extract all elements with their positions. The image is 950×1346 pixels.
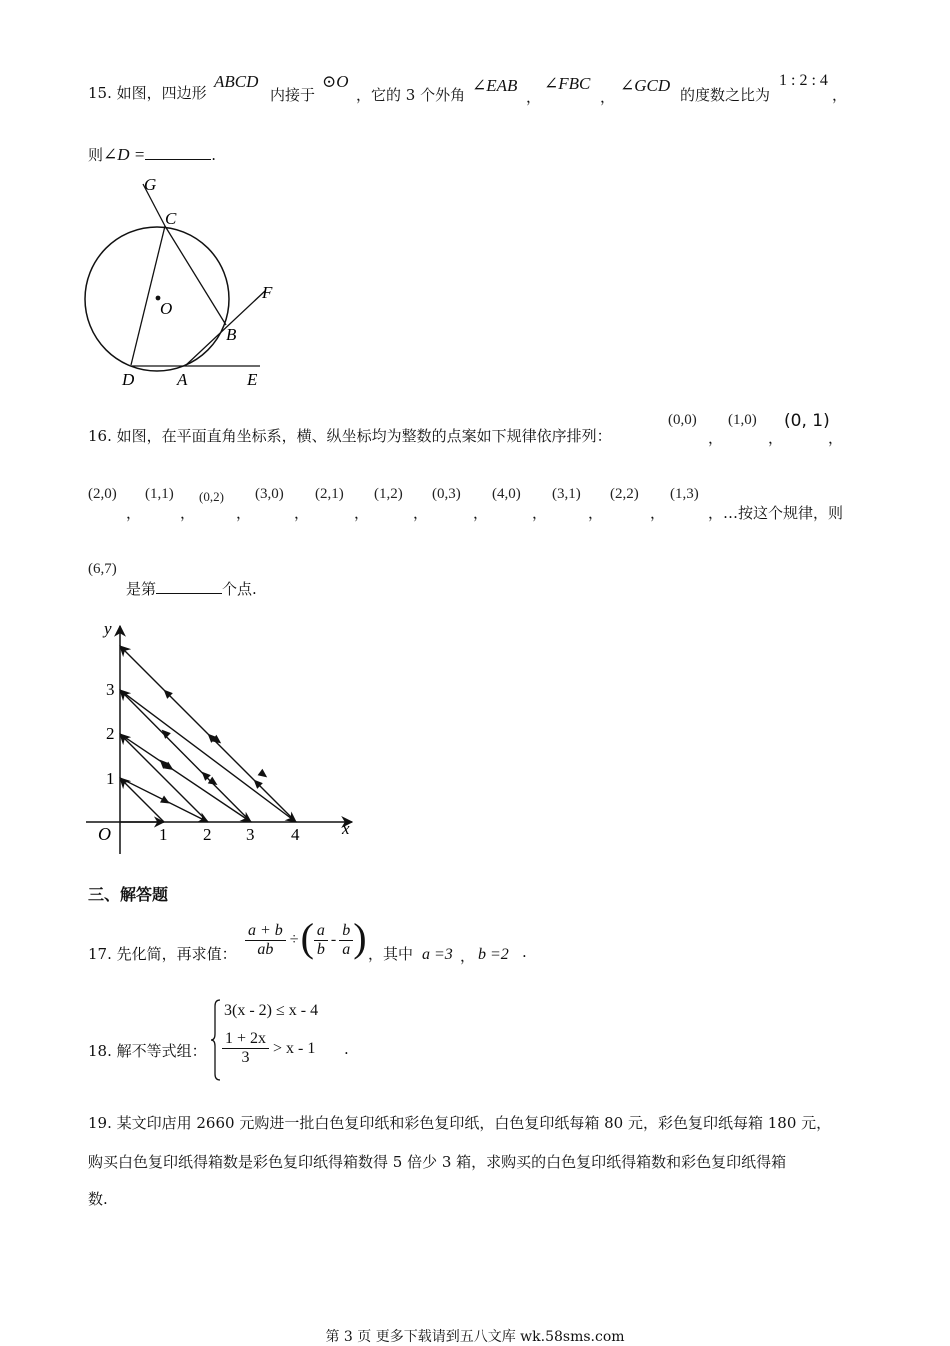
q18-inequality-1: 3(x - 2) ≤ x - 4	[224, 1002, 319, 1019]
denominator: a	[342, 940, 351, 958]
q16-point: (2,1)	[315, 486, 344, 502]
q16-sep: ，	[126, 504, 142, 522]
q17-number: 17.	[88, 945, 112, 963]
q16-point: (2,2)	[610, 486, 639, 502]
q18-text-1: 解不等式组：	[116, 1042, 207, 1060]
path-seg-2	[120, 778, 164, 822]
q17-text-1: 先化简，再求值：	[116, 945, 237, 963]
q17-label	[88, 943, 237, 964]
q19-line-3: 数.	[88, 1190, 108, 1208]
q15-number: 15.	[88, 84, 112, 102]
q18-label	[88, 1040, 207, 1061]
label-b: B	[226, 325, 237, 344]
q15-text-4: 的度数之比为	[680, 86, 771, 104]
inequality-rhs: > x - 1	[273, 1039, 316, 1057]
line-abf	[185, 291, 265, 366]
label-o: O	[160, 299, 173, 318]
numerator: b	[339, 922, 353, 941]
path-seg-5	[120, 734, 251, 822]
section-title: 三、解答题	[88, 885, 169, 904]
fraction	[314, 922, 328, 959]
label-a: A	[177, 370, 188, 389]
q15-angle-fbc: ∠FBC	[544, 74, 591, 93]
q16-point: (3,0)	[255, 486, 284, 502]
axis-label-y: y	[104, 619, 112, 638]
q18-number: 18.	[88, 1042, 112, 1060]
path-seg-6	[120, 690, 251, 822]
label-e: E	[247, 370, 258, 389]
denominator: ab	[257, 940, 274, 958]
q15-text-2: 内接于	[270, 86, 316, 104]
q16-point: (0, 1)	[784, 411, 830, 431]
fraction	[222, 1030, 269, 1067]
q15-line1	[88, 82, 207, 103]
q16-sep: ，	[768, 429, 784, 447]
q16-question-pre: 是第	[126, 580, 157, 598]
axis-label-x: x	[342, 819, 350, 838]
q16-point: (0,0)	[668, 412, 697, 428]
q17-value-a: a =3	[422, 946, 453, 963]
q16-point: (3,1)	[552, 486, 581, 502]
page-footer: 第 3 页 更多下载请到五八文库 wk.58sms.com	[325, 1329, 625, 1345]
q16-number: 16.	[88, 427, 112, 445]
denominator: b	[316, 940, 325, 958]
path-seg-7	[120, 690, 296, 822]
q16-answer-blank	[156, 579, 222, 594]
q16-point: (0,2)	[199, 489, 224, 504]
q15-text-7: .	[211, 146, 217, 164]
q15-text-1: 如图，四边形	[116, 84, 207, 102]
origin-label: O	[98, 824, 111, 844]
q16-point: (1,1)	[145, 486, 174, 502]
side-cb	[165, 226, 226, 325]
q15-line2	[88, 144, 216, 165]
fraction	[245, 922, 286, 959]
divide-sign: ÷	[289, 931, 299, 948]
q16-point: (2,0)	[88, 486, 117, 502]
paren-left: (	[300, 915, 314, 960]
q16-point: (0,3)	[432, 486, 461, 502]
q16-question	[126, 578, 257, 599]
mid-arrow	[258, 769, 270, 781]
q16-tail: ，…按这个规律，则	[708, 504, 844, 522]
q16-point: (1,0)	[728, 412, 757, 428]
q15-sep-2: ，	[600, 88, 616, 106]
q16-sep: ，	[180, 504, 196, 522]
mid-arrow	[208, 777, 220, 789]
q15-answer-blank	[145, 145, 211, 160]
q15-sep-1: ，	[526, 88, 542, 106]
paren-right: )	[353, 915, 367, 960]
q15-angle-d: ∠D =	[103, 145, 146, 164]
label-d: D	[122, 370, 135, 389]
numerator: 1 + 2x	[222, 1030, 269, 1049]
label-f: F	[262, 283, 273, 302]
q15-circle: ⊙O	[322, 72, 349, 91]
label-c: C	[165, 209, 177, 228]
q16-intro: 如图，在平面直角坐标系，横、纵坐标均为整数的点案如下规律依序排列：	[116, 427, 612, 445]
label-g: G	[144, 175, 157, 194]
q17-text-2: ，其中	[368, 945, 414, 963]
q16-line1	[88, 425, 612, 446]
q19-line-1: 19. 某文印店用 2660 元购进一批白色复印纸和彩色复印纸，白色复印纸每箱 80 元，彩色复印纸每箱 180 元，	[88, 1114, 832, 1132]
q16-point: (1,2)	[374, 486, 403, 502]
y-tick-label: 2	[106, 724, 115, 743]
q15-quadrilateral: ABCD	[214, 72, 259, 91]
numerator: a + b	[245, 922, 286, 941]
q16-sep: ，	[708, 429, 724, 447]
q15-figure	[70, 170, 290, 400]
q15-text-6: 则	[88, 146, 104, 164]
q18-inequality-2	[222, 1030, 315, 1067]
q16-point: (1,3)	[670, 486, 699, 502]
q17-value-b: b =2	[478, 946, 509, 963]
q15-text-5: ，	[832, 86, 848, 104]
x-tick-label: 4	[291, 825, 300, 844]
q16-point: (4,0)	[492, 486, 521, 502]
q17-end: .	[522, 943, 527, 961]
q18-end: .	[344, 1040, 349, 1058]
mid-arrow	[160, 796, 172, 807]
x-tick-label: 2	[203, 825, 212, 844]
numerator: a	[314, 922, 328, 941]
q15-text-3: ，它的 3 个外角	[356, 86, 466, 104]
q16-sep: ，	[588, 504, 604, 522]
q15-angle-gcd: ∠GCD	[620, 76, 671, 95]
q16-target-point: (6,7)	[88, 561, 117, 577]
path-seg-4	[120, 734, 208, 822]
q16-sep: ，	[828, 429, 844, 447]
q15-ratio: 1 : 2 : 4	[779, 72, 828, 89]
x-tick-label: 1	[159, 825, 168, 844]
y-tick-label: 3	[106, 680, 115, 699]
q17-expression	[245, 914, 367, 966]
q16-sep: ，	[354, 504, 370, 522]
side-cd	[131, 226, 165, 365]
q16-sep: ，	[473, 504, 489, 522]
q16-figure	[80, 618, 370, 858]
x-tick-label: 3	[246, 825, 255, 844]
q17-sep: ，	[460, 947, 476, 965]
q16-question-post: 个点.	[222, 580, 257, 598]
y-tick-label: 1	[106, 769, 115, 788]
denominator: 3	[241, 1049, 250, 1066]
q15-angle-eab: ∠EAB	[472, 76, 518, 95]
mid-arrow	[159, 727, 171, 739]
q16-sep: ，	[650, 504, 666, 522]
q19-line-2: 购买白色复印纸得箱数是彩色复印纸得箱数得 5 倍少 3 箱，求购买的白色复印纸得箱数和彩色复印纸得箱	[88, 1153, 787, 1171]
q16-sep: ，	[294, 504, 310, 522]
q16-sep: ，	[236, 504, 252, 522]
fraction	[339, 922, 353, 959]
minus-sign: -	[330, 931, 337, 948]
q16-sep: ，	[532, 504, 548, 522]
q16-sep: ，	[413, 504, 429, 522]
